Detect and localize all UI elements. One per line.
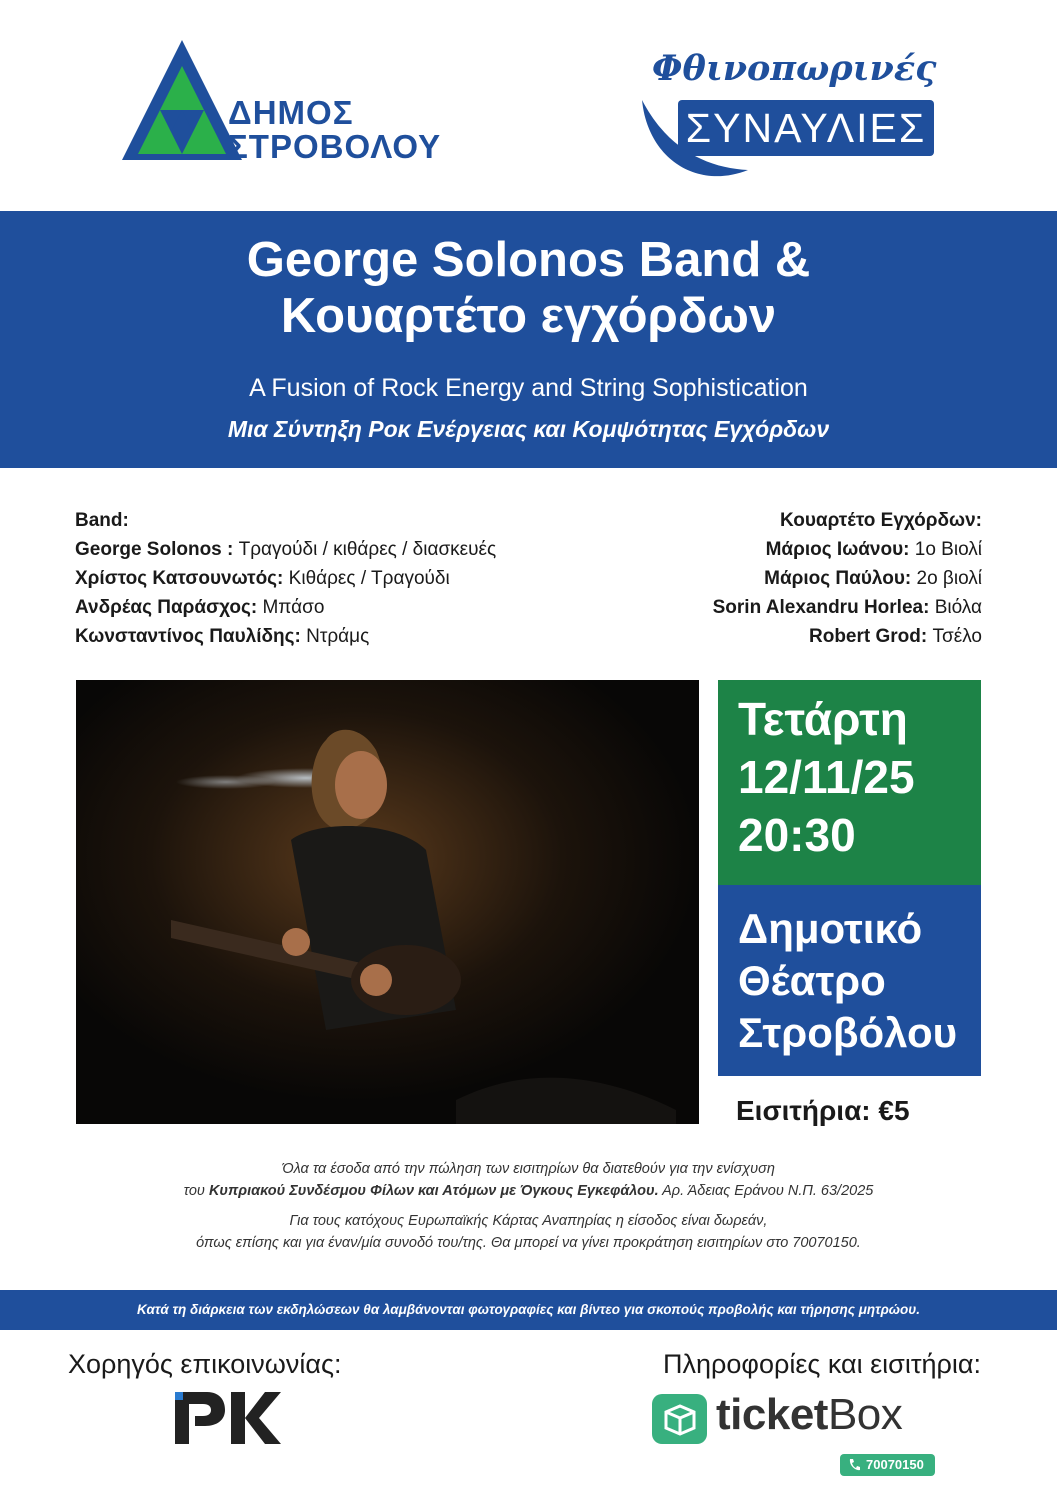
member-name: Ανδρέας Παράσχος: xyxy=(75,597,258,618)
ticketbox-logo xyxy=(652,1392,942,1452)
member-role: Τραγούδι / κιθάρες / διασκευές xyxy=(238,539,497,560)
subtitle-greek: Μια Σύντηξη Ροκ Ενέργειας και Κομψότητας Εγχόρδων xyxy=(227,416,830,442)
event-day: Τετάρτη xyxy=(738,693,908,745)
hero-banner xyxy=(0,211,1057,468)
guitarist-photo-illustration xyxy=(76,680,699,1124)
event-notes xyxy=(0,1158,1057,1254)
event-datetime-box xyxy=(718,680,981,885)
member-role: Ντράμς xyxy=(306,626,370,647)
triangle-logo-icon xyxy=(120,38,245,163)
event-venue-box xyxy=(718,885,981,1076)
dimos-strovolou-logo xyxy=(120,38,500,168)
venue-line1: Δημοτικό xyxy=(738,905,923,952)
notes-p2-line1: Για τους κατόχους Ευρωπαϊκής Κάρτας Αναπηρίας η είσοδος είναι δωρεάν, xyxy=(289,1213,768,1229)
event-time: 20:30 xyxy=(738,809,856,861)
dimos-logo-line2: ΣΤΡΟΒΟΛΟΥ xyxy=(228,128,442,165)
quartet-member xyxy=(562,535,982,564)
band-member xyxy=(75,593,635,622)
info-label: Πληροφορίες και εισιτήρια: xyxy=(663,1349,981,1379)
event-title-line1: George Solonos Band & xyxy=(246,233,811,287)
phone-icon xyxy=(848,1458,860,1472)
member-name: Μάριος Ιωάνου: xyxy=(765,539,910,560)
quartet-member xyxy=(562,593,982,622)
phone-number: 70070150 xyxy=(866,1457,924,1472)
ticket-price: Εισιτήρια: €5 xyxy=(736,1095,910,1126)
dimos-logo-line1: ΔΗΜΟΣ xyxy=(228,94,354,131)
member-name: Robert Grod: xyxy=(809,626,928,647)
member-role: 1ο Βιολί xyxy=(914,539,982,560)
quartet-lineup xyxy=(562,506,982,651)
notes-p1-pre: του xyxy=(183,1183,205,1199)
ticketbox-phone xyxy=(840,1454,935,1476)
concert-photo xyxy=(76,680,699,1124)
ticketbox-wordmark xyxy=(716,1390,902,1440)
member-name: Κωνσταντίνος Παυλίδης: xyxy=(75,626,301,647)
venue-line3: Στροβόλου xyxy=(738,1009,958,1056)
member-name: Μάριος Παύλου: xyxy=(764,568,912,589)
venue-line2: Θέατρο xyxy=(738,957,886,1004)
member-role: Κιθάρες / Τραγούδι xyxy=(288,568,450,589)
ticketbox-regular: Box xyxy=(827,1390,903,1439)
event-title-line2: Κουαρτέτο εγχόρδων xyxy=(280,289,777,343)
series-badge: ΣΥΝΑΥΛΙΕΣ xyxy=(678,100,934,156)
event-date: 12/11/25 xyxy=(738,751,915,803)
member-name: Χρίστος Κατσουνωτός: xyxy=(75,568,284,589)
member-role: 2ο βιολί xyxy=(916,568,982,589)
quartet-member xyxy=(562,622,982,651)
member-role: Βιόλα xyxy=(934,597,982,618)
band-member xyxy=(75,535,635,564)
notes-p1-line1: Όλα τα έσοδα από την πώληση των εισιτηρίων θα διατεθούν για την ενίσχυση xyxy=(282,1161,775,1177)
member-role: Μπάσο xyxy=(262,597,325,618)
rik-logo xyxy=(173,1388,283,1446)
band-lineup xyxy=(75,506,635,651)
notes-p1-line2 xyxy=(0,1180,1057,1202)
band-heading: Band: xyxy=(75,510,129,531)
photo-disclaimer-banner: Κατά τη διάρκεια των εκδηλώσεων θα λαμβάνονται φωτογραφίες και βίντεο για σκοπούς προβολής και τήρησης μητρώου. xyxy=(0,1290,1057,1330)
subtitle-english: A Fusion of Rock Energy and String Sophistication xyxy=(249,374,808,402)
sponsor-label: Χορηγός επικοινωνίας: xyxy=(68,1349,342,1379)
rik-logo-icon xyxy=(173,1388,283,1446)
quartet-member xyxy=(562,564,982,593)
band-member xyxy=(75,622,635,651)
member-role: Τσέλο xyxy=(932,626,982,647)
ticketbox-bold: ticket xyxy=(716,1390,828,1439)
member-name: Sorin Alexandru Horlea: xyxy=(712,597,930,618)
quartet-heading: Κουαρτέτο Εγχόρδων: xyxy=(779,510,982,531)
charity-name: Κυπριακού Συνδέσμου Φίλων και Ατόμων με Όγκους Εγκεφάλου. xyxy=(208,1183,659,1199)
band-member xyxy=(75,564,635,593)
notes-p2-line2: όπως επίσης και για έναν/μία συνοδό του/της. Θα μπορεί να γίνει προκράτηση εισιτηρίων στο 70070150. xyxy=(196,1235,861,1251)
ticket-box-icon xyxy=(652,1394,707,1444)
series-script-title: Φθινοπωρινές xyxy=(652,48,937,89)
autumn-concerts-logo xyxy=(630,40,950,190)
notes-p1-post: Αρ. Άδειας Εράνου Ν.Π. 63/2025 xyxy=(662,1183,874,1199)
member-name: George Solonos : xyxy=(75,539,234,560)
